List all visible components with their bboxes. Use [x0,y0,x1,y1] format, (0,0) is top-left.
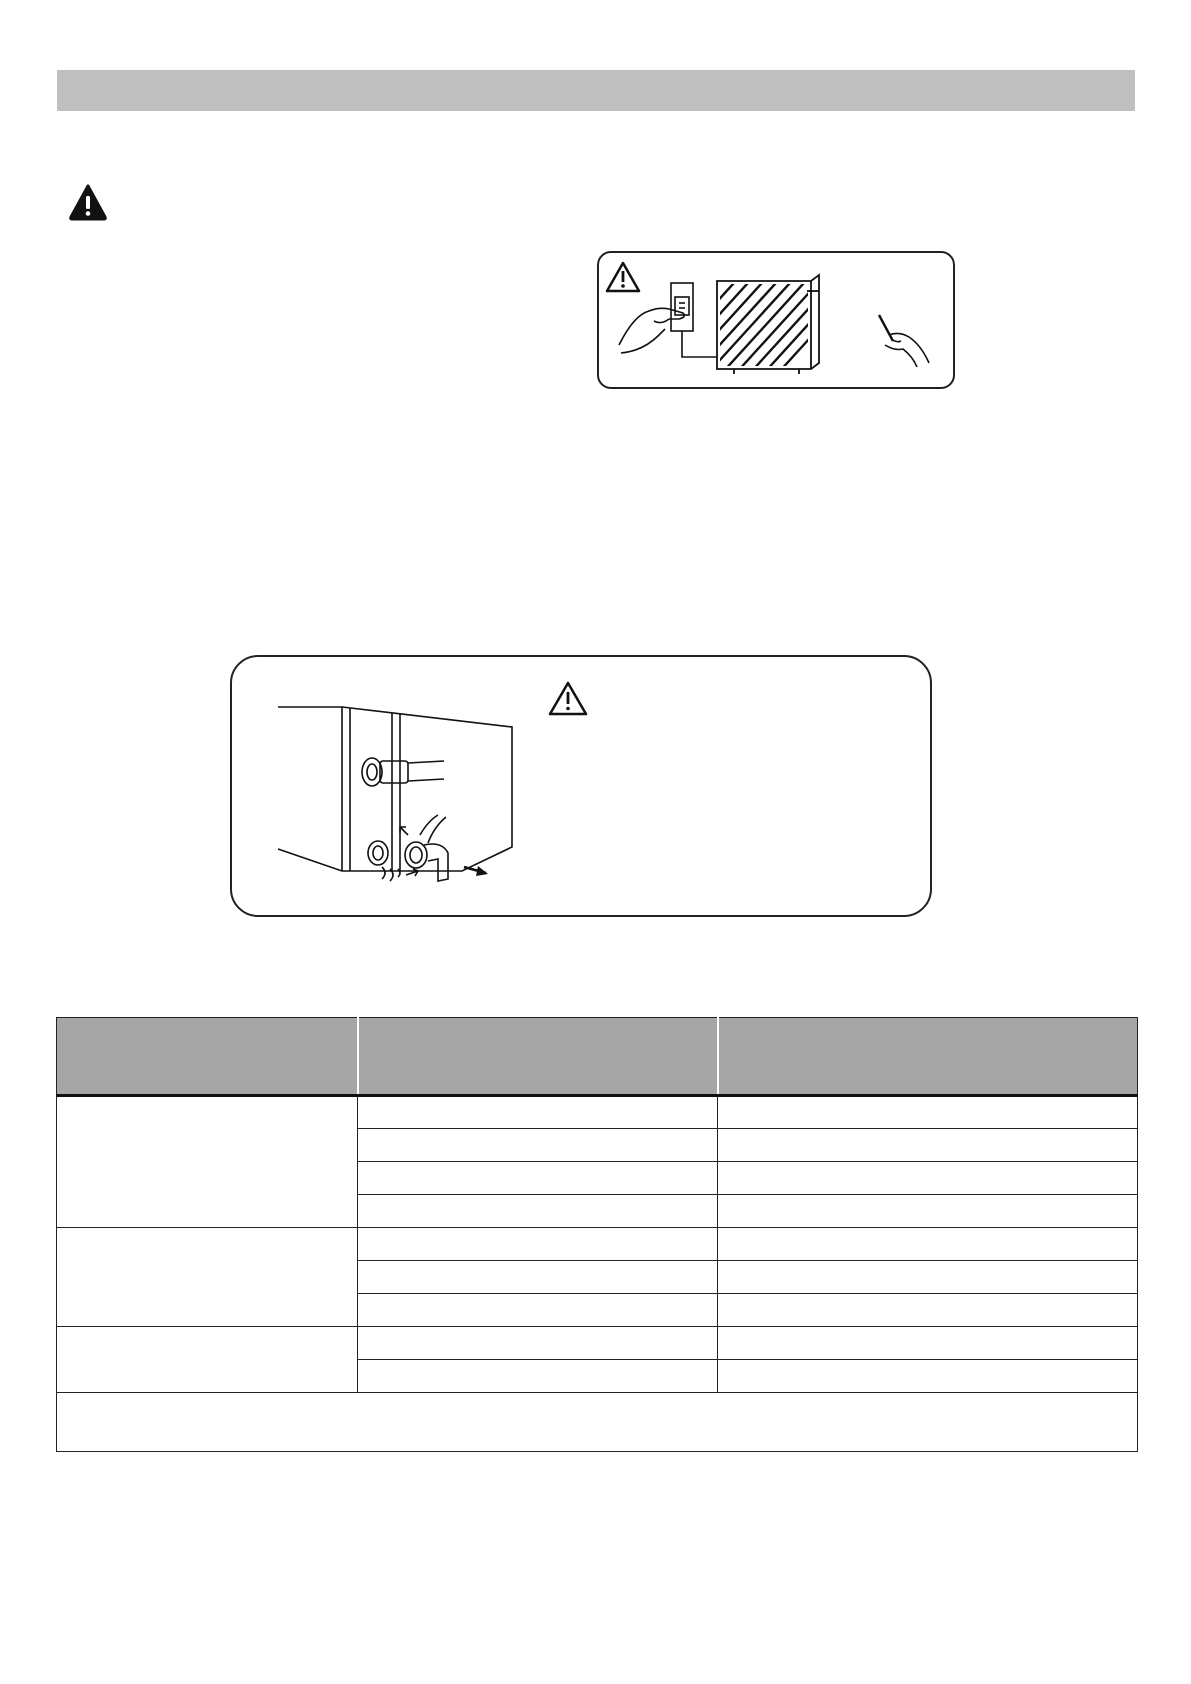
table-cell [358,1129,718,1162]
table-header-cell [358,1018,718,1096]
table-cell [358,1294,718,1327]
table-cell [358,1162,718,1195]
drain-arrow-icon [464,866,488,876]
table-cell [718,1360,1138,1393]
warning-triangle-filled-icon [68,183,108,221]
table-header-row [57,1018,1138,1096]
group-label [57,1228,358,1327]
table-cell [358,1327,718,1360]
table-cell [358,1228,718,1261]
table-cell [718,1228,1138,1261]
outdoor-unit-icon [643,273,869,383]
warning-triangle-outline-icon [550,683,586,714]
table-cell [718,1129,1138,1162]
table-cell [718,1195,1138,1228]
table-cell [718,1162,1138,1195]
table-cell [358,1195,718,1228]
screwdriver-hand-icon [879,315,929,367]
table-cell [358,1096,718,1129]
table-cell [358,1360,718,1393]
table-header-cell [718,1018,1138,1096]
hand-switch-icon [619,283,717,357]
table-note [57,1393,1138,1452]
power-off-figure [597,251,955,389]
table-header-cell [57,1018,358,1096]
spec-table [56,1017,1138,1452]
group-label [57,1327,358,1393]
table-row [57,1327,1138,1360]
warning-triangle-outline-icon [607,263,639,291]
section-header-bar [57,70,1135,111]
table-row [57,1228,1138,1261]
drain-water-figure [230,655,932,917]
table-note-row [57,1393,1138,1452]
group-label [57,1096,358,1228]
table-row [57,1096,1138,1129]
table-cell [718,1261,1138,1294]
table-cell [718,1327,1138,1360]
table-cell [358,1261,718,1294]
unit-side-pipes-icon [278,707,512,881]
table-cell [718,1294,1138,1327]
table-cell [718,1096,1138,1129]
